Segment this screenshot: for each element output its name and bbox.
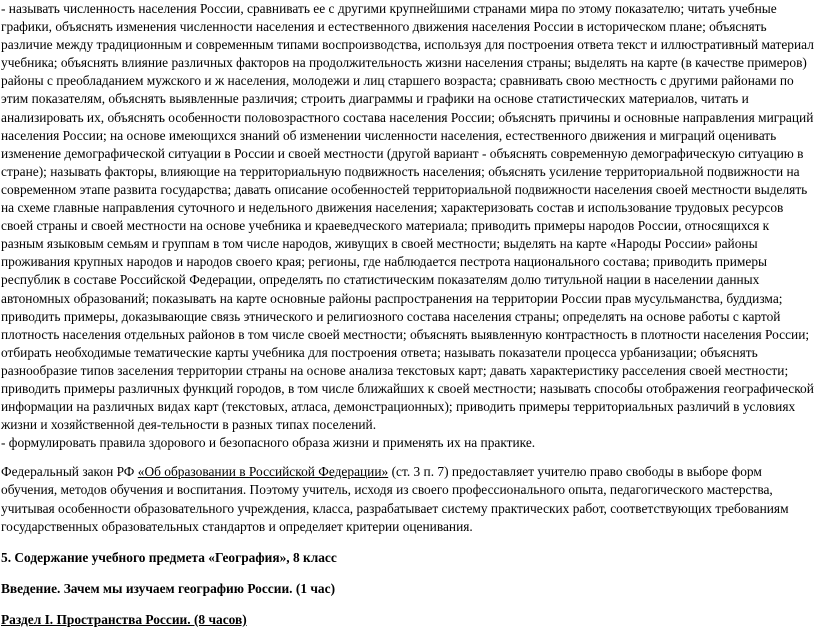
spacer bbox=[1, 567, 814, 580]
document-page bbox=[1, 0, 814, 629]
federal-law-paragraph bbox=[1, 463, 814, 535]
section-heading-content: 5. Содержание учебного предмета «География», 8 класс bbox=[1, 549, 337, 565]
learning-outcomes-paragraph: - называть численность населения России, сравнивать ее с другими крупнейшими странами мира по этому показателю; читать учебные графики, объяснять изменения численности населения и естественного движения населения России в историческом плане; объяснять различие между традиционным и современным типами воспроизводства, используя для построения ответа текст и иллюстративный материал учебника; объяснять влияние различных факторов на продолжительность жизни населения страны; выделять на карте (в качестве примеров) районы с преобладанием мужского и ж населения, молодежи и лиц старшего возраста; сравнивать свою местность с другими районами по этим показателям, объяснять выявленные различия; строить диаграммы и графики на основе статистических материалов, читать и анализировать их, объяснять особенности половозрастного состава населения России; объяснять причины и основные направления миграций населения России; на основе имеющихся знаний об изменении численности населения, естественного движения и миграций оценивать изменение демографической ситуации в России и своей местности (другой вариант - объяснять современную демографическую ситуацию в стране); называть факторы, влияющие на территориальную подвижность населения; объяснять усиление территориальной подвижности на современном этапе развита государства; давать описание особенностей территориальной подвижности населения своей местности выделять на схеме главные направления суточного и недельного движения населения; характеризовать состав и использование трудовых ресурсов своей страны и своей местности на основе учебника и краеведческого материала; приводить примеры народов России, относящихся к разным языковым семьям и группам в том числе народов, живущих в своей местности; выделять на карте «Народы России» районы проживания крупных народов и народов своего края; регионы, где наблюдается пестрота национального состава; приводить примеры республик в составе Российской Федерации, определять по статистическим показателям долю титульной нации в населении данных автономных образований; показывать на карте основные районы распространения на территории России прав мусульманства, буддизма; приводить примеры, доказывающие связь этнического и религиозного состава населения страны; определять на основе работы с картой плотность населения отдельных районов в том числе своей местности; объяснять выявленную контрастность в плотности населения России; отбирать необходимые тематические карты учебника для построения ответа; называть показатели процесса урбанизации; объяснять разнообразие типов заселения территории страны на основе анализа текстовых карт; давать характеристику расселения своей местности; приводить примеры различных функций городов, в том числе ближайших к своей местности; называть способы отображения географической информации на различных видах карт (текстовых, атласа, демонстрационных); приводить примеры территориальных различий в условиях жизни и хозяйственной дея-тельности в разных типах поселений. bbox=[1, 1, 814, 433]
spacer bbox=[1, 536, 814, 549]
spacer bbox=[1, 598, 814, 611]
law-body-text: (ст. 3 п. 7) предоставляет учителю право свободы в выборе форм обучения, методов обучения и воспитания. Поэтому учитель, исходя из своего профессионального опыта, педагогического мастерства, учитывая особенности образовательного учреждения, класса, разрабатывает систему практических работ, соответствующих требованиям государственных образовательных стандартов и определяет критерии оценивания. bbox=[1, 464, 789, 534]
law-intro-text: Федеральный закон РФ bbox=[1, 464, 138, 480]
section-heading-introduction: Введение. Зачем мы изучаем географию России. (1 час) bbox=[1, 580, 336, 596]
spacer bbox=[1, 452, 814, 463]
section-heading-part-one: Раздел I. Пространства России. (8 часов) bbox=[1, 611, 247, 627]
law-link[interactable]: «Об образовании в Российской Федерации» bbox=[137, 464, 389, 480]
healthy-lifestyle-paragraph: - формулировать правила здорового и безопасного образа жизни и применять их на практике. bbox=[1, 435, 536, 451]
